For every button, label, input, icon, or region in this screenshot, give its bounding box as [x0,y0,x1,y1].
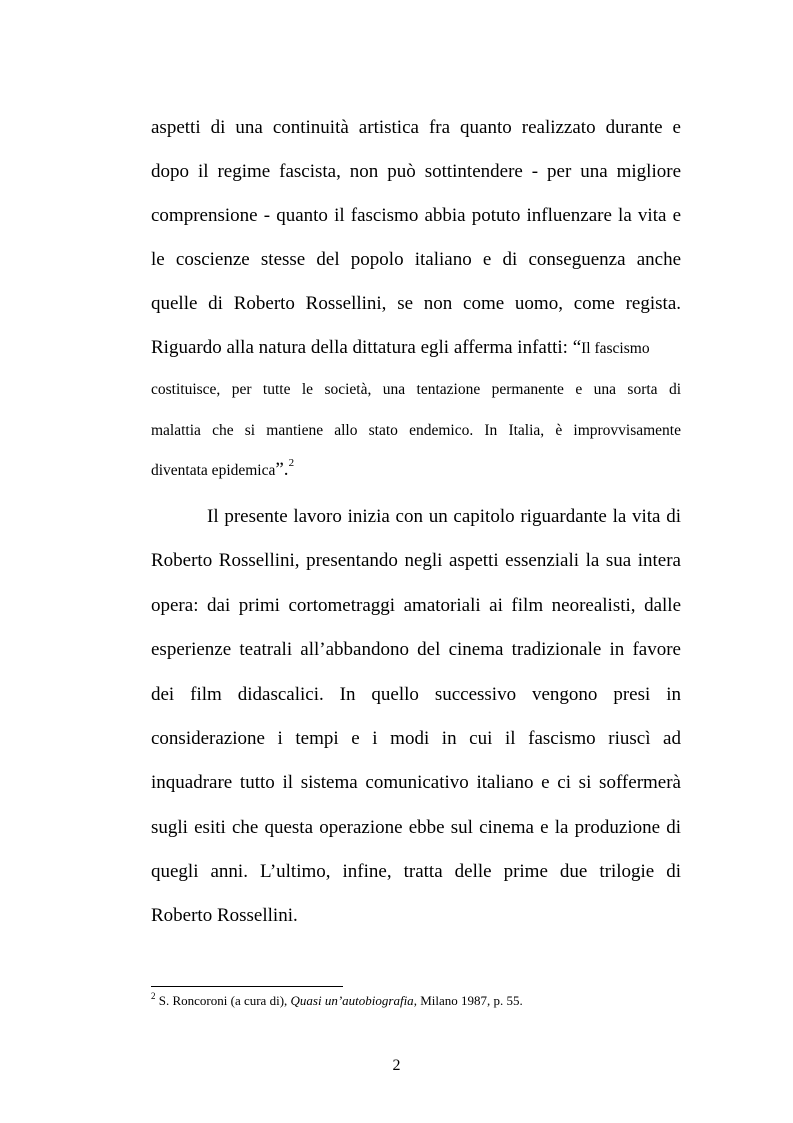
footnote-ref: 2 [288,456,295,469]
text-line: quelle di Roberto Rossellini, se non come uomo, come regista. [151,293,681,314]
text-line: considerazione i tempi e i modi in cui il fascismo riuscì ad [151,728,681,749]
text-line: le coscienze stesse del popolo italiano e di conseguenza anche [151,249,681,270]
text-line: dopo il regime fascista, non può sottintendere - per una migliore [151,161,681,182]
text-line: aspetti di una continuità artistica fra quanto realizzato durante e [151,117,681,138]
quote-close: ”. [275,459,289,480]
quote-line [151,458,681,483]
quote-text: diventata epidemica [151,462,276,479]
text-line: inquadrare tutto il sistema comunicativo italiano e ci si soffermerà [151,772,681,793]
footnote [151,990,523,1009]
footnote-number: 2 [151,990,156,1001]
text-line: Roberto Rossellini, presentando negli aspetti essenziali la sua intera [151,550,681,571]
text-line: Roberto Rossellini. [151,905,298,926]
quote-line: costituisce, per tutte le società, una tentazione permanente e una sorta di [151,381,681,398]
text-line: quegli anni. L’ultimo, infine, tratta delle prime due trilogie di [151,861,681,882]
text-line: sugli esiti che questa operazione ebbe sul cinema e la produzione di [151,817,681,838]
text-line: opera: dai primi cortometraggi amatoriali ai film neorealisti, dalle [151,595,681,616]
text-line: esperienze teatrali all’abbandono del cinema tradizionale in favore [151,639,681,660]
footnote-text: S. Roncoroni (a cura di), [155,993,291,1008]
footnote-title: Quasi un’autobiografia [290,993,414,1008]
text-line [151,336,681,361]
footnote-text-end: , Milano 1987, p. 55. [413,993,523,1008]
text-line: comprensione - quanto il fascismo abbia potuto influenzare la vita e [151,205,681,226]
quote-text: Il fascismo [581,340,650,357]
quote-line: malattia che si mantiene allo stato endemico. In Italia, è improvvisamente [151,422,681,439]
text-line: Il presente lavoro inizia con un capitolo riguardante la vita di [207,506,681,527]
quote-intro: Riguardo alla natura della dittatura egli afferma infatti: “ [151,337,582,358]
footnote-divider [151,986,343,987]
text-line: dei film didascalici. In quello successivo vengono presi in [151,684,681,705]
page-number: 2 [392,1057,401,1074]
